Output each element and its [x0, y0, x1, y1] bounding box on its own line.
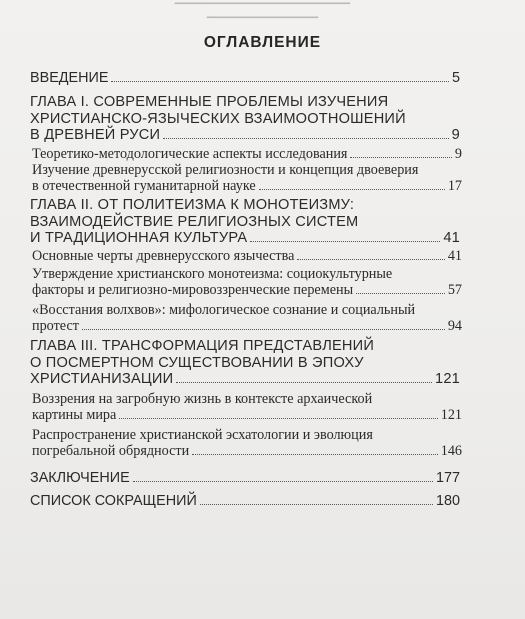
page-number: 177	[435, 470, 460, 486]
entry-title: факторы и религиозно-мировоззренческие перемены	[32, 282, 354, 298]
entry-title: СПИСОК СОКРАЩЕНИЙ	[30, 493, 197, 509]
leader-dots	[350, 157, 451, 158]
leader-dots	[119, 418, 437, 419]
page-number: 41	[447, 248, 462, 264]
leader-dots	[356, 293, 445, 294]
entry-title: ВЗАИМОДЕЙСТВИЕ РЕЛИГИОЗНЫХ СИСТЕМ	[30, 213, 359, 230]
page-number: 5	[451, 70, 460, 86]
leader-dots	[200, 504, 433, 505]
entry-title: ВВЕДЕНИЕ	[30, 70, 109, 86]
entry-title: О ПОСМЕРТНОМ СУЩЕСТВОВАНИИ В ЭПОХУ	[30, 354, 364, 371]
toc-entry-section	[32, 162, 462, 194]
entry-title: Утверждение христианского монотеизма: социокультурные	[32, 266, 393, 282]
toc-entry-abbreviations	[30, 493, 460, 509]
toc-entry-conclusion	[30, 470, 460, 486]
leader-dots	[250, 241, 440, 242]
entry-title: В ДРЕВНЕЙ РУСИ	[30, 127, 161, 144]
entry-title: Воззрения на загробную жизнь в контексте архаической	[32, 391, 373, 407]
entry-title: «Восстания волхвов»: мифологическое сознание и социальный	[32, 302, 416, 318]
page-number: 146	[440, 443, 462, 459]
entry-title: ЗАКЛЮЧЕНИЕ	[30, 470, 130, 486]
leader-dots	[297, 259, 444, 260]
entry-title: протест	[32, 318, 79, 334]
leader-dots	[163, 138, 448, 139]
entry-title: ГЛАВА III. ТРАНСФОРМАЦИЯ ПРЕДСТАВЛЕНИЙ	[30, 338, 375, 354]
leader-dots	[192, 454, 438, 455]
page-number: 94	[447, 318, 462, 334]
entry-title: Изучение древнерусской религиозности и концепция двоеверия	[32, 162, 419, 178]
toc-entry-section	[32, 302, 462, 334]
toc-heading: ОГЛАВЛЕНИЕ	[203, 34, 322, 51]
page-number: 121	[440, 407, 462, 423]
page-number: 41	[443, 230, 460, 247]
page-number: 17	[447, 178, 462, 194]
entry-title: в отечественной гуманитарной науке	[32, 178, 256, 194]
page-number: 121	[435, 371, 460, 388]
entry-title: Основные черты древнерусского язычества	[32, 248, 295, 264]
entry-title: погребальной обрядности	[32, 443, 190, 459]
toc-entry-introduction	[30, 70, 460, 86]
bleed-through-text: ▔▔▔▔▔▔▔▔▔▔▔▔▔▔▔▔▔▔▔▔▔▔	[174, 4, 351, 15]
leader-dots	[133, 481, 433, 482]
entry-title: ХРИСТИАНИЗАЦИИ	[30, 371, 174, 388]
leader-dots	[176, 382, 432, 383]
leader-dots	[111, 81, 449, 82]
page-number: 9	[454, 146, 462, 162]
entry-title: ХРИСТИАНСКО-ЯЗЫЧЕСКИХ ВЗАИМООТНОШЕНИЙ	[30, 110, 406, 127]
toc-entry-section	[32, 248, 462, 264]
page-number: 180	[435, 493, 460, 509]
entry-title: картины мира	[32, 407, 117, 423]
toc-entry-section	[32, 427, 462, 459]
toc-entry-section	[32, 266, 462, 298]
bleed-through-text: ▔▔▔▔▔▔▔▔▔▔▔▔▔▔	[206, 18, 319, 29]
entry-title: Теоретико-методологические аспекты исследования	[32, 146, 348, 162]
toc-entry-chapter-3	[30, 338, 460, 388]
entry-title: ГЛАВА II. ОТ ПОЛИТЕИЗМА К МОНОТЕИЗМУ:	[30, 197, 355, 213]
entry-title: Распространение христианской эсхатологии и эволюция	[32, 427, 373, 443]
leader-dots	[82, 329, 445, 330]
page-number: 9	[451, 127, 460, 144]
toc-entry-section	[32, 146, 462, 162]
page-number: 57	[447, 282, 462, 298]
entry-title: И ТРАДИЦИОННАЯ КУЛЬТУРА	[30, 230, 248, 247]
toc-entry-chapter-1	[30, 94, 460, 144]
leader-dots	[259, 189, 445, 190]
toc-entry-section	[32, 391, 462, 423]
entry-title: ГЛАВА I. СОВРЕМЕННЫЕ ПРОБЛЕМЫ ИЗУЧЕНИЯ	[30, 94, 389, 110]
toc-entry-chapter-2	[30, 197, 460, 247]
